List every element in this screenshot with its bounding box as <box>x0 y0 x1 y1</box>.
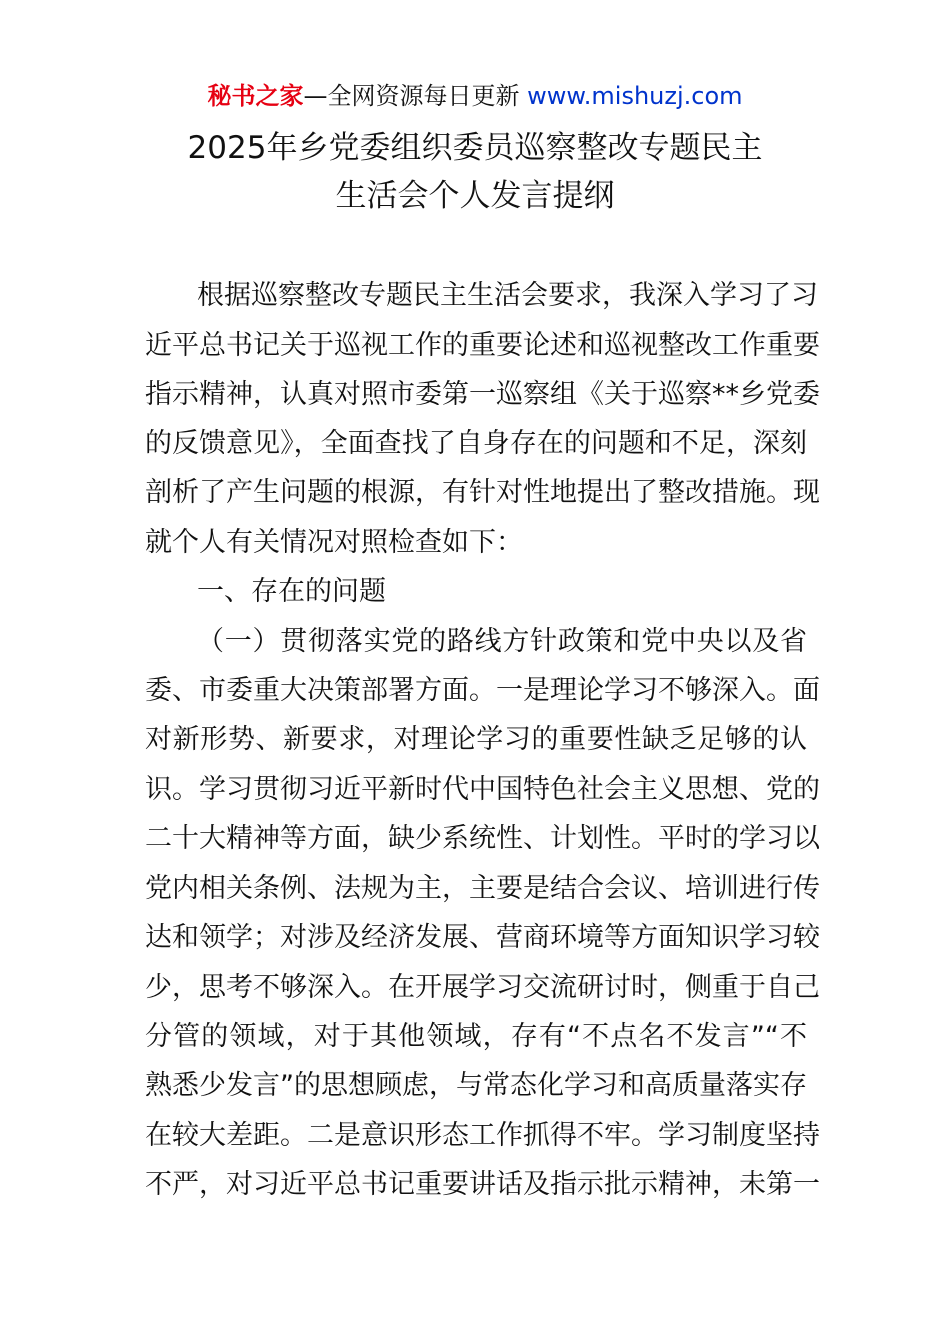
section-heading: 一、存在的问题 <box>197 576 386 607</box>
paragraph-line: 分管的领域，对于其他领域，存有“不点名不发言”“不 <box>145 1021 807 1052</box>
paragraph-line: 的反馈意见》，全面查找了自身存在的问题和不足，深刻 <box>145 428 807 459</box>
paragraph-line: 就个人有关情况对照检查如下： <box>145 527 523 558</box>
paragraph-line: 不严，对习近平总书记重要讲话及指示批示精神，未第一 <box>145 1169 820 1200</box>
brand-name: 秘书之家 <box>207 82 304 110</box>
paragraph-line: 二十大精神等方面，缺少系统性、计划性。平时的学习以 <box>145 823 820 854</box>
document-title-line-2: 生活会个人发言提纲 <box>335 178 615 214</box>
paragraph-line: 剖析了产生问题的根源，有针对性地提出了整改措施。现 <box>145 477 820 508</box>
site-header <box>0 80 950 112</box>
paragraph-line: 识。学习贯彻习近平新时代中国特色社会主义思想、党的 <box>145 774 820 805</box>
paragraph-line: 委、市委重大决策部署方面。一是理论学习不够深入。面 <box>145 675 820 706</box>
site-url-link[interactable]: www.mishuzj.com <box>527 82 743 110</box>
header-tagline: —全网资源每日更新 <box>303 82 520 110</box>
paragraph-line: 对新形势、新要求，对理论学习的重要性缺乏足够的认 <box>145 724 807 755</box>
paragraph-line: 达和领学；对涉及经济发展、营商环境等方面知识学习较 <box>145 922 820 953</box>
paragraph-line: 指示精神，认真对照市委第一巡察组《关于巡察**乡党委 <box>145 379 820 410</box>
paragraph-line: 在较大差距。二是意识形态工作抓得不牢。学习制度坚持 <box>145 1120 820 1151</box>
paragraph-line: 党内相关条例、法规为主，主要是结合会议、培训进行传 <box>145 873 820 904</box>
paragraph-line: 熟悉少发言”的思想顾虑，与常态化学习和高质量落实存 <box>145 1070 807 1101</box>
paragraph-line: 少，思考不够深入。在开展学习交流研讨时，侧重于自己 <box>145 972 820 1003</box>
paragraph-line: （一）贯彻落实党的路线方针政策和党中央以及省 <box>197 626 807 657</box>
document-title-line-1: 2025年乡党委组织委员巡察整改专题民主 <box>187 130 763 166</box>
paragraph-line: 根据巡察整改专题民主生活会要求，我深入学习了习 <box>197 280 818 311</box>
paragraph-line: 近平总书记关于巡视工作的重要论述和巡视整改工作重要 <box>145 330 820 361</box>
